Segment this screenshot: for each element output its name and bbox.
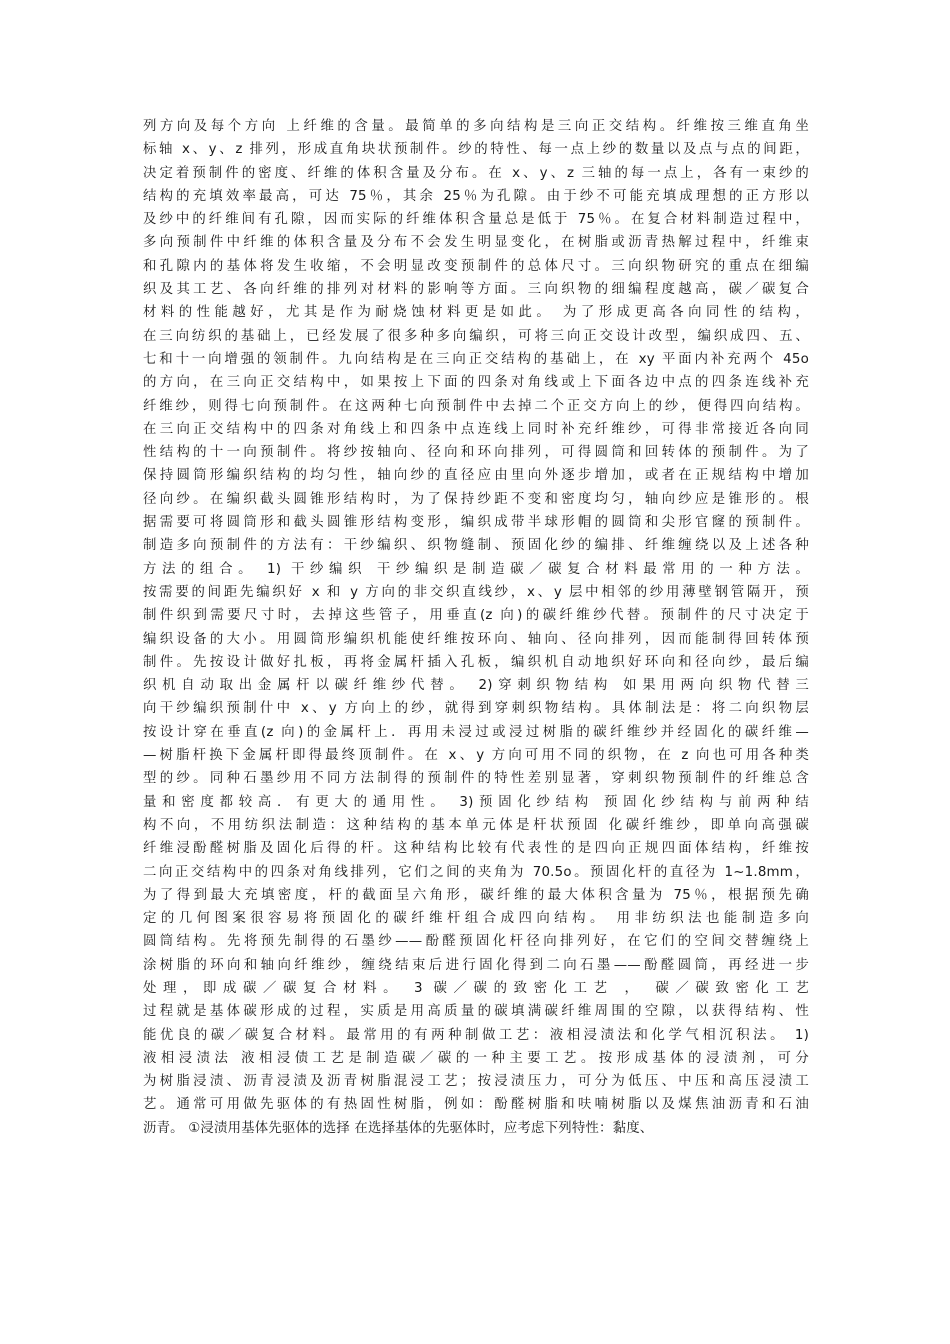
text-line: 的方向，在三向正交结构中，如果按上下面的四条对角线或上下面各边中点的四条连线补充 (143, 375, 809, 391)
text-line: 能优良的碳／碳复合材料。最常用的有两种制做工艺：液相浸渍法和化学气相沉积法。 1) (143, 1027, 809, 1043)
text-line: 液相浸渍法 液相浸债工艺是制造碳／碳的一种主要工艺。按形成基体的浸渍剂，可分 (143, 1050, 809, 1066)
text-line: 织及其工艺、各向纤维的排列对材料的影响等方面。三向织物的细编程度越高，碳／碳复合 (143, 282, 809, 298)
text-line: 过程就是基体碳形成的过程，实质是用高质量的碳填满碳纤维周围的空隙，以获得结构、性 (143, 1004, 809, 1020)
text-line: 列方向及每个方向 上纤维的含量。最简单的多向结构是三向正交结构。纤维按三维直角坐 (143, 119, 809, 134)
text-line: 处理，即成碳／碳复合材料。 3 碳／碳的致密化工艺 ， 碳／碳致密化工艺 (143, 980, 809, 996)
text-line: 构不向，不用纺织法制造：这种结构的基本单元体是杆状预固 化碳纤维纱，即单向高强碳 (143, 817, 809, 833)
text-line: 在三向纺织的基础上，已经发展了很多种多向编织，可将三向正交设计改型，编织成四、五、 (143, 328, 809, 344)
text-line: 涂树脂的环向和轴向纤维纱，缠绕结束后进行固化得到二向石墨——酚醛圆筒，再经进一步 (143, 957, 809, 973)
text-line: 编织设备的大小。用圆筒形编织机能使纤维按环向、轴向、径向排列，因而能制得回转体预 (143, 631, 809, 647)
text-line: 制造多向预制件的方法有：干纱编织、织物缝制、预固化纱的编排、纤维缠绕以及上述各种 (143, 538, 809, 554)
text-line: 据需要可将圆筒形和截头圆锥形结构变形，编织成带半球形帽的圆筒和尖形官窿的预制件。 (143, 515, 809, 531)
text-line: 量和密度都较高．有更大的通用性。 3)预固化纱结构 预固化纱结构与前两种结 (143, 794, 809, 810)
text-line: 纤维浸酚醛树脂及固化后得的杆。这种结构比较有代表性的是四向正规四面体结构，纤维按 (143, 841, 809, 857)
text-line: 向干纱编织预制什中 x、y 方向上的纱，就得到穿刺织物结构。具体制法是：将二向织物层 (143, 701, 809, 717)
text-line: 纤维纱，则得七向预制件。在这两种七向预制件中去掉二个正交方向上的纱，便得四向结构。 (143, 398, 809, 414)
text-line: 定的几何图案很容易将预固化的碳纤维杆组合成四向结构。 用非纺织法也能制造多向 (143, 911, 809, 927)
text-line: 性结构的十一向预制件。将纱按轴向、径向和环向排列，可得圆筒和回转体的预制件。为了 (143, 445, 809, 461)
text-line: 制件织到需要尺寸时，去掉这些管子，用垂直(z 向)的碳纤维纱代替。预制件的尺寸决定于 (143, 608, 809, 624)
text-line: 为了得到最大充填密度，杆的截面呈六角形，碳纤维的最大体积含量为 75％，根据预先确 (143, 887, 809, 903)
text-line: 和孔隙内的基体将发生收缩，不会明显改变预制件的总体尺寸。三向织物研究的重点在细编 (143, 258, 809, 274)
text-line: —树脂杆换下金属杆即得最终顶制件。在 x、y 方向可用不同的织物，在 z 向也可用各种类 (143, 748, 809, 764)
text-line: 沥青。 ①浸渍用基体先驱体的选择 在选择基体的先驱体时，应考虑下列特性：黏度、 (143, 1120, 654, 1136)
text-line: 型的纱。同种石墨纱用不同方法制得的预制件的特性差别显著，穿刺织物预制件的纤维总含 (143, 771, 809, 787)
text-line: 方法的组合。 1) 干纱编织 干纱编织是制造碳／碳复合材料最常用的一种方法。 (143, 561, 809, 577)
text-line: 按需要的间距先编织好 x 和 y 方向的非交织直线纱，x、y 层中相邻的纱用薄壁钢管隔开，预 (143, 584, 809, 600)
text-line: 保持圆筒形编织结构的均匀性，轴向纱的直径应由里向外逐步增加，或者在正规结构中增加 (143, 468, 809, 484)
text-line: 按设计穿在垂直(z 向)的金属杆上．再用未浸过或浸过树脂的碳纤维纱并经固化的碳纤维— (143, 724, 809, 740)
document-page (143, 115, 809, 1140)
text-line: 为树脂浸渍、沥青浸渍及沥青树脂混浸工艺；按浸渍压力，可分为低压、中压和高压浸渍工 (143, 1074, 809, 1090)
text-line: 织机自动取出金属杆以碳纤维纱代替。 2)穿刺织物结构 如果用两向织物代替三 (143, 678, 809, 694)
text-line: 决定着预制件的密度、纤维的体积含量及分布。在 x、y、z 三轴的每一点上，各有一束纱的 (143, 165, 809, 181)
text-line: 艺。通常可用做先驱体的有热固性树脂，例如：酚醛树脂和呋喃树脂以及煤焦油沥青和石油 (143, 1097, 809, 1113)
text-line: 制件。先按设计做好扎板，再将金属杆插入孔板，编织机自动地织好环向和径向纱，最后编 (143, 654, 809, 670)
text-line: 圆筒结构。先将预先制得的石墨纱——酚醛预固化杆径向排列好，在它们的空间交替缠绕上 (143, 934, 809, 950)
text-line: 标轴 x、y、z 排列，形成直角块状预制件。纱的特性、每一点上纱的数量以及点与点的间距， (143, 142, 809, 158)
text-line: 径向纱。在编织截头圆锥形结构时，为了保持纱距不变和密度均匀，轴向纱应是锥形的。根 (143, 491, 809, 507)
text-line: 材料的性能越好，尤其是作为耐烧蚀材料更是如此。 为了形成更高各向同性的结构， (143, 305, 809, 321)
text-line: 七和十一向增强的领制件。九向结构是在三向正交结构的基础上，在 xy 平面内补充两个 45o (143, 351, 809, 367)
text-line: 结构的充填效率最高，可达 75％，其余 25％为孔隙。由于纱不可能充填成理想的正方形以 (143, 188, 809, 204)
text-line: 多向预制件中纤维的体积含量及分布不会发生明显变化，在树脂或沥青热解过程中，纤维束 (143, 235, 809, 251)
text-line: 在三向正交结构中的四条对角线上和四条中点连线上同时补充纤维纱，可得非常接近各向同 (143, 421, 809, 437)
text-line: 及纱中的纤维间有孔隙，因而实际的纤维体积含量总是低于 75％。在复合材料制造过程中， (143, 212, 809, 228)
text-line: 二向正交结构中的四条对角线排列，它们之间的夹角为 70.5o。预固化杆的直径为 1~1.8mm， (143, 864, 809, 880)
